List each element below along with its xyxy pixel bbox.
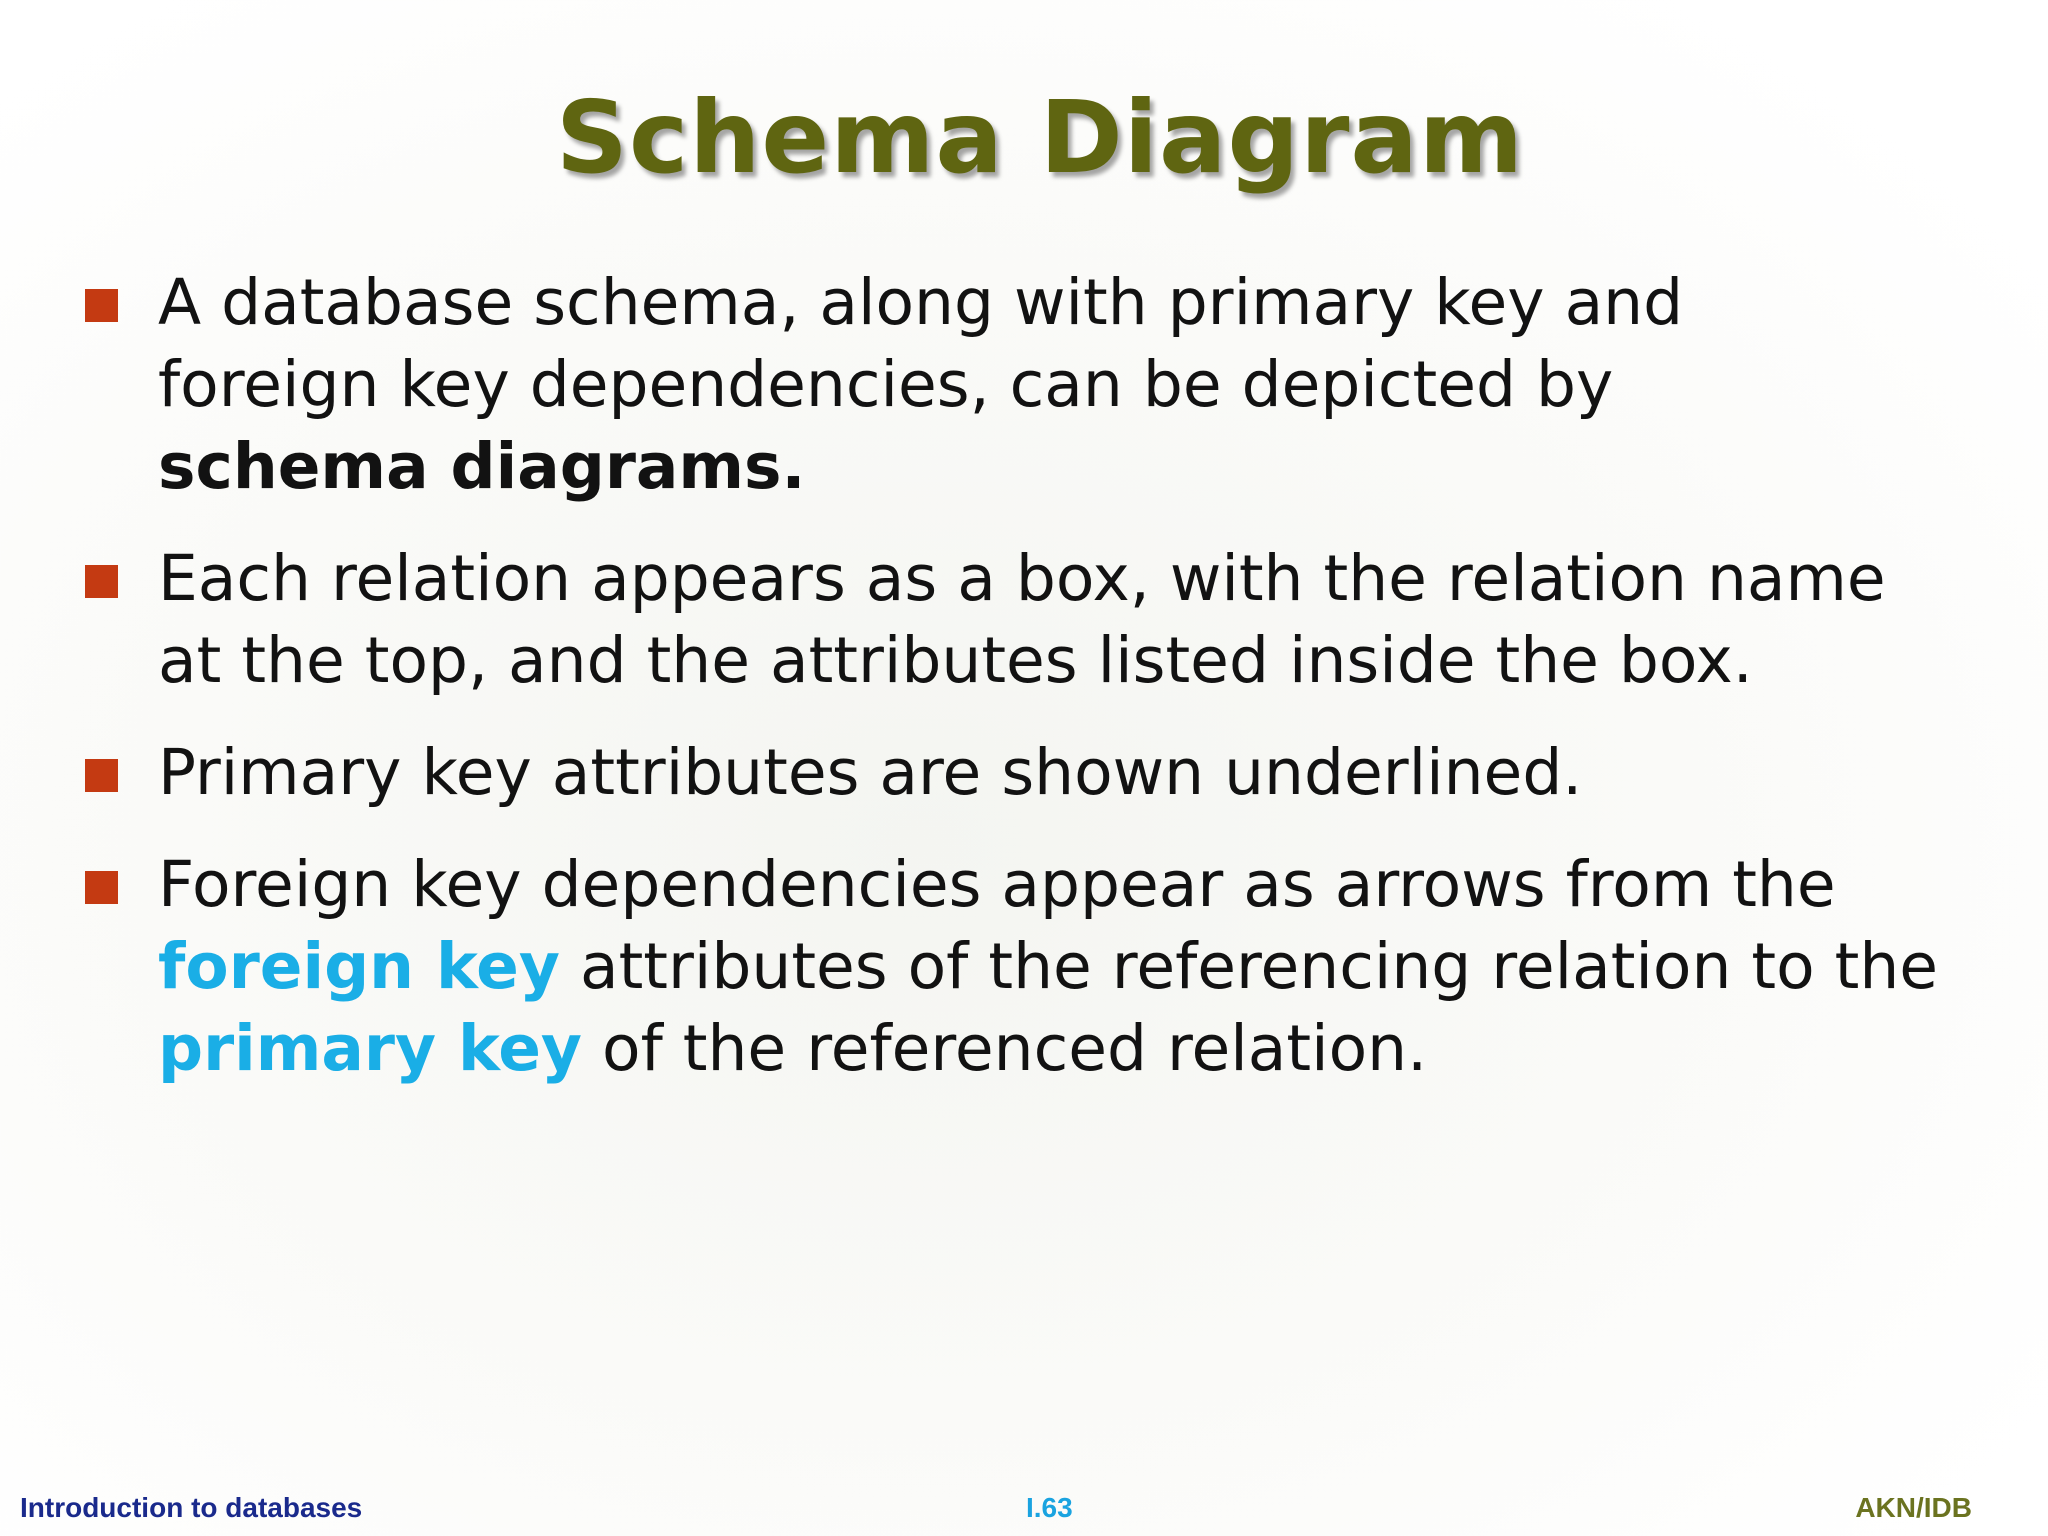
bullet-text: Primary key attributes are shown underlined. [158, 736, 1583, 809]
highlight-primary-key: primary key [158, 1012, 582, 1085]
bullet-item-schema-diagrams [85, 262, 1878, 508]
footer-course-title: Introduction to databases [20, 1492, 363, 1523]
square-bullet-icon [85, 871, 118, 904]
highlight-foreign-key: foreign key [158, 930, 560, 1003]
bullet-item-foreign-key [85, 844, 1968, 1090]
bullet-text: Foreign key dependencies appear as arrows from the [158, 848, 1836, 921]
bullet-text: of the referenced relation. [582, 1012, 1428, 1085]
bullet-list [85, 262, 1985, 1120]
bullet-item-primary-key [85, 732, 1985, 814]
bullet-text: A database schema, along with primary key and foreign key dependencies, can be depicted by [158, 266, 1684, 421]
bullet-text: Each relation appears as a box, with the relation name at the top, and the attributes listed inside the box. [158, 542, 1886, 697]
slide-title: Schema Diagram [555, 79, 1525, 196]
square-bullet-icon [85, 565, 118, 598]
bullet-text: attributes of the referencing relation to the [559, 930, 1939, 1003]
square-bullet-icon [85, 759, 118, 792]
bold-term-schema-diagrams: schema diagrams. [158, 430, 806, 503]
bullet-item-relation-box [85, 538, 1958, 702]
square-bullet-icon [85, 289, 118, 322]
footer-slide-number: I.63 [1026, 1492, 1073, 1523]
footer-author: AKN/IDB [1855, 1492, 1972, 1523]
